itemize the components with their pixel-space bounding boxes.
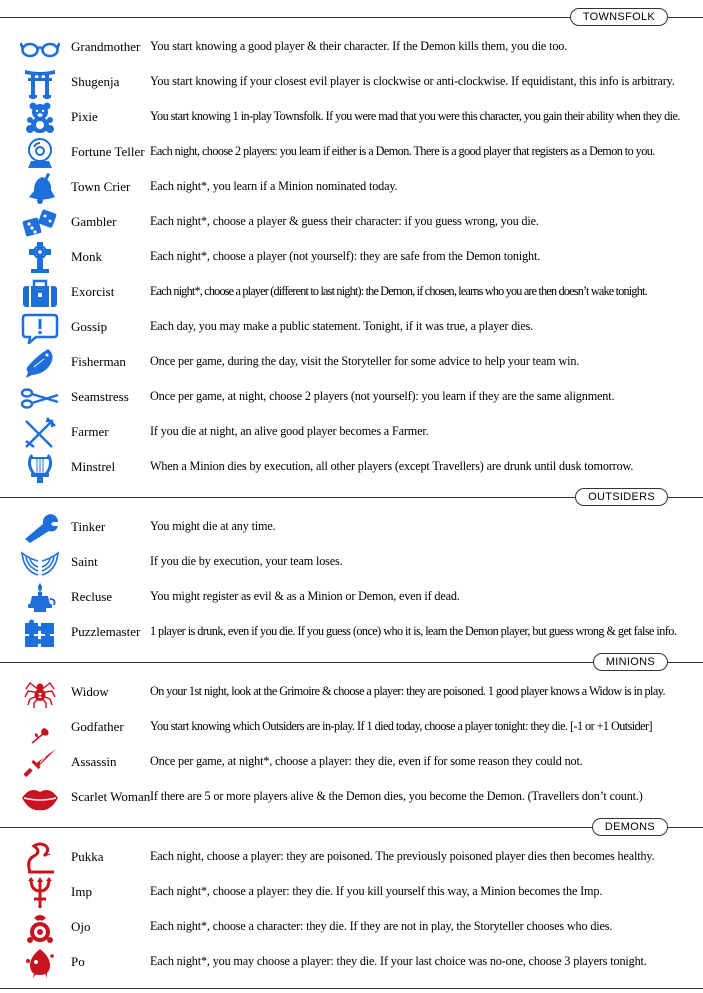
- role-name: Saint: [71, 554, 98, 569]
- role-ability: Each night*, you learn if a Minion nominated today.: [150, 179, 398, 193]
- role-name: Tinker: [71, 519, 106, 534]
- scissors-icon: [20, 382, 60, 414]
- section-label-townsfolk: TOWNSFOLK: [570, 8, 668, 26]
- role-ability: Once per game, at night*, choose a player: they die, even if for some reason they could not.: [150, 754, 583, 768]
- role-row-town-crier: [0, 170, 703, 205]
- role-row-exorcist: [0, 275, 703, 310]
- role-ability: Each night*, choose a character: they die. If they are not in play, the Storyteller chooses who dies.: [150, 919, 613, 933]
- role-row-fortune-teller: [0, 135, 703, 170]
- role-name: Puzzlemaster: [71, 624, 141, 639]
- role-name: Grandmother: [71, 39, 141, 54]
- role-ability: If you die at night, an alive good player becomes a Farmer.: [150, 424, 429, 438]
- role-name: Scarlet Woman: [71, 789, 151, 804]
- trident-icon: [20, 877, 60, 909]
- role-name: Fisherman: [71, 354, 126, 369]
- role-name: Assassin: [71, 754, 117, 769]
- role-ability: When a Minion dies by execution, all other players (except Travellers) are drunk until dusk tomorrow.: [150, 459, 634, 473]
- lyre-icon: [20, 452, 60, 484]
- role-ability: Each night*, choose a player (different to last night): the Demon, if chosen, learns who you are then doesn’t wake tonight.: [150, 284, 647, 298]
- role-name: Pukka: [71, 849, 104, 864]
- glasses-icon: [20, 32, 60, 64]
- role-ability: On your 1st night, look at the Grimoire & choose a player: they are poisoned. 1 good player knows a Widow is in play.: [150, 684, 665, 698]
- celtic-cross-icon: [20, 242, 60, 274]
- lips-icon: [20, 782, 60, 814]
- role-name: Shugenja: [71, 74, 120, 89]
- serpent-icon: [20, 842, 60, 874]
- section-label-outsiders: OUTSIDERS: [575, 488, 668, 506]
- rose-icon: [20, 712, 60, 744]
- role-ability: Each night, choose 2 players: you learn if either is a Demon. There is a good player that registers as a Demon to you.: [150, 144, 655, 158]
- bottom-border: [0, 988, 703, 989]
- role-ability: 1 player is drunk, even if you die. If you guess (once) who it is, learn the Demon player, but guess wrong & get false info.: [150, 624, 677, 638]
- role-name: Imp: [71, 884, 92, 899]
- role-row-farmer: [0, 415, 703, 450]
- role-name: Gossip: [71, 319, 108, 334]
- role-name: Monk: [71, 249, 103, 264]
- role-ability: If there are 5 or more players alive & the Demon dies, you become the Demon. (Travellers don’t count.): [150, 789, 643, 803]
- section-divider-outsiders: [0, 488, 703, 508]
- dagger-icon: [20, 747, 60, 779]
- role-row-seamstress: [0, 380, 703, 415]
- role-ability: Each night*, choose a player & guess their character: if you guess wrong, you die.: [150, 214, 539, 228]
- role-row-widow: [0, 675, 703, 710]
- role-ability: You start knowing a good player & their character. If the Demon kills them, you die too.: [150, 39, 568, 53]
- role-name: Farmer: [71, 424, 109, 439]
- role-ability: Each night, choose a player: they are poisoned. The previously poisoned player dies then becomes healthy.: [150, 849, 655, 863]
- section-divider-minions: [0, 653, 703, 673]
- role-row-puzzlemaster: [0, 615, 703, 650]
- role-name: Ojo: [71, 919, 91, 934]
- speech-bubble-icon: [20, 312, 60, 344]
- role-row-grandmother: [0, 30, 703, 65]
- role-row-gambler: [0, 205, 703, 240]
- wrench-icon: [20, 512, 60, 544]
- role-ability: Each night*, choose a player (not yourself): they are safe from the Demon tonight.: [150, 249, 541, 263]
- role-row-fisherman: [0, 345, 703, 380]
- role-name: Pixie: [71, 109, 98, 124]
- torii-gate-icon: [20, 67, 60, 99]
- suitcase-icon: [20, 277, 60, 309]
- role-ability: You start knowing 1 in-play Townsfolk. If you were mad that you were this character, you gain their ability when they die.: [150, 109, 680, 123]
- role-row-scarlet-woman: [0, 780, 703, 815]
- role-row-tinker: [0, 510, 703, 545]
- role-row-assassin: [0, 745, 703, 780]
- crystal-ball-icon: [20, 137, 60, 169]
- role-row-pixie: [0, 100, 703, 135]
- role-ability: You might register as evil & as a Minion or Demon, even if dead.: [150, 589, 460, 603]
- role-row-gossip: [0, 310, 703, 345]
- fish-icon: [20, 347, 60, 379]
- dice-icon: [20, 207, 60, 239]
- puzzle-piece-icon: [20, 617, 60, 649]
- role-row-po: [0, 945, 703, 980]
- role-row-godfather: [0, 710, 703, 745]
- role-name: Seamstress: [71, 389, 129, 404]
- role-row-pukka: [0, 840, 703, 875]
- section-divider-demons: [0, 818, 703, 838]
- role-row-imp: [0, 875, 703, 910]
- role-name: Recluse: [71, 589, 113, 604]
- role-ability: Each night*, choose a player: they die. If you kill yourself this way, a Minion becomes the Imp.: [150, 884, 603, 898]
- role-row-shugenja: [0, 65, 703, 100]
- oil-lamp-icon: [20, 582, 60, 614]
- section-label-minions: MINIONS: [593, 653, 668, 671]
- spider-icon: [20, 677, 60, 709]
- role-name: Fortune Teller: [71, 144, 145, 159]
- role-ability: Once per game, during the day, visit the Storyteller for some advice to help your team win.: [150, 354, 580, 368]
- role-row-recluse: [0, 580, 703, 615]
- role-name: Gambler: [71, 214, 117, 229]
- role-row-ojo: [0, 910, 703, 945]
- role-ability: Each day, you may make a public statement. Tonight, if it was true, a player dies.: [150, 319, 534, 333]
- role-row-monk: [0, 240, 703, 275]
- role-ability: Each night*, you may choose a player: they die. If your last choice was no-one, choose 3 players tonight.: [150, 954, 647, 968]
- role-ability: If you die by execution, your team loses.: [150, 554, 343, 568]
- role-ability: Once per game, at night, choose 2 players (not yourself): you learn if they are the same alignment.: [150, 389, 615, 403]
- section-divider-townsfolk: [0, 8, 703, 28]
- teddy-bear-icon: [20, 102, 60, 134]
- role-name: Widow: [71, 684, 109, 699]
- section-label-demons: DEMONS: [592, 818, 668, 836]
- role-ability: You start knowing if your closest evil player is clockwise or anti-clockwise. If equidistant, this info is arbitrary.: [150, 74, 675, 88]
- role-name: Town Crier: [71, 179, 131, 194]
- role-row-minstrel: [0, 450, 703, 485]
- bell-icon: [20, 172, 60, 204]
- role-ability: You might die at any time.: [150, 519, 276, 533]
- role-name: Exorcist: [71, 284, 115, 299]
- pitchfork-icon: [20, 417, 60, 449]
- role-row-saint: [0, 545, 703, 580]
- blood-drop-icon: [20, 947, 60, 979]
- role-name: Minstrel: [71, 459, 116, 474]
- ojo-eye-icon: [20, 912, 60, 944]
- role-ability: You start knowing which Outsiders are in-play. If 1 died today, choose a player tonight: they die. [-1 or +1 Outsider]: [150, 719, 653, 733]
- role-name: Po: [71, 954, 85, 969]
- role-name: Godfather: [71, 719, 124, 734]
- wings-icon: [20, 547, 60, 579]
